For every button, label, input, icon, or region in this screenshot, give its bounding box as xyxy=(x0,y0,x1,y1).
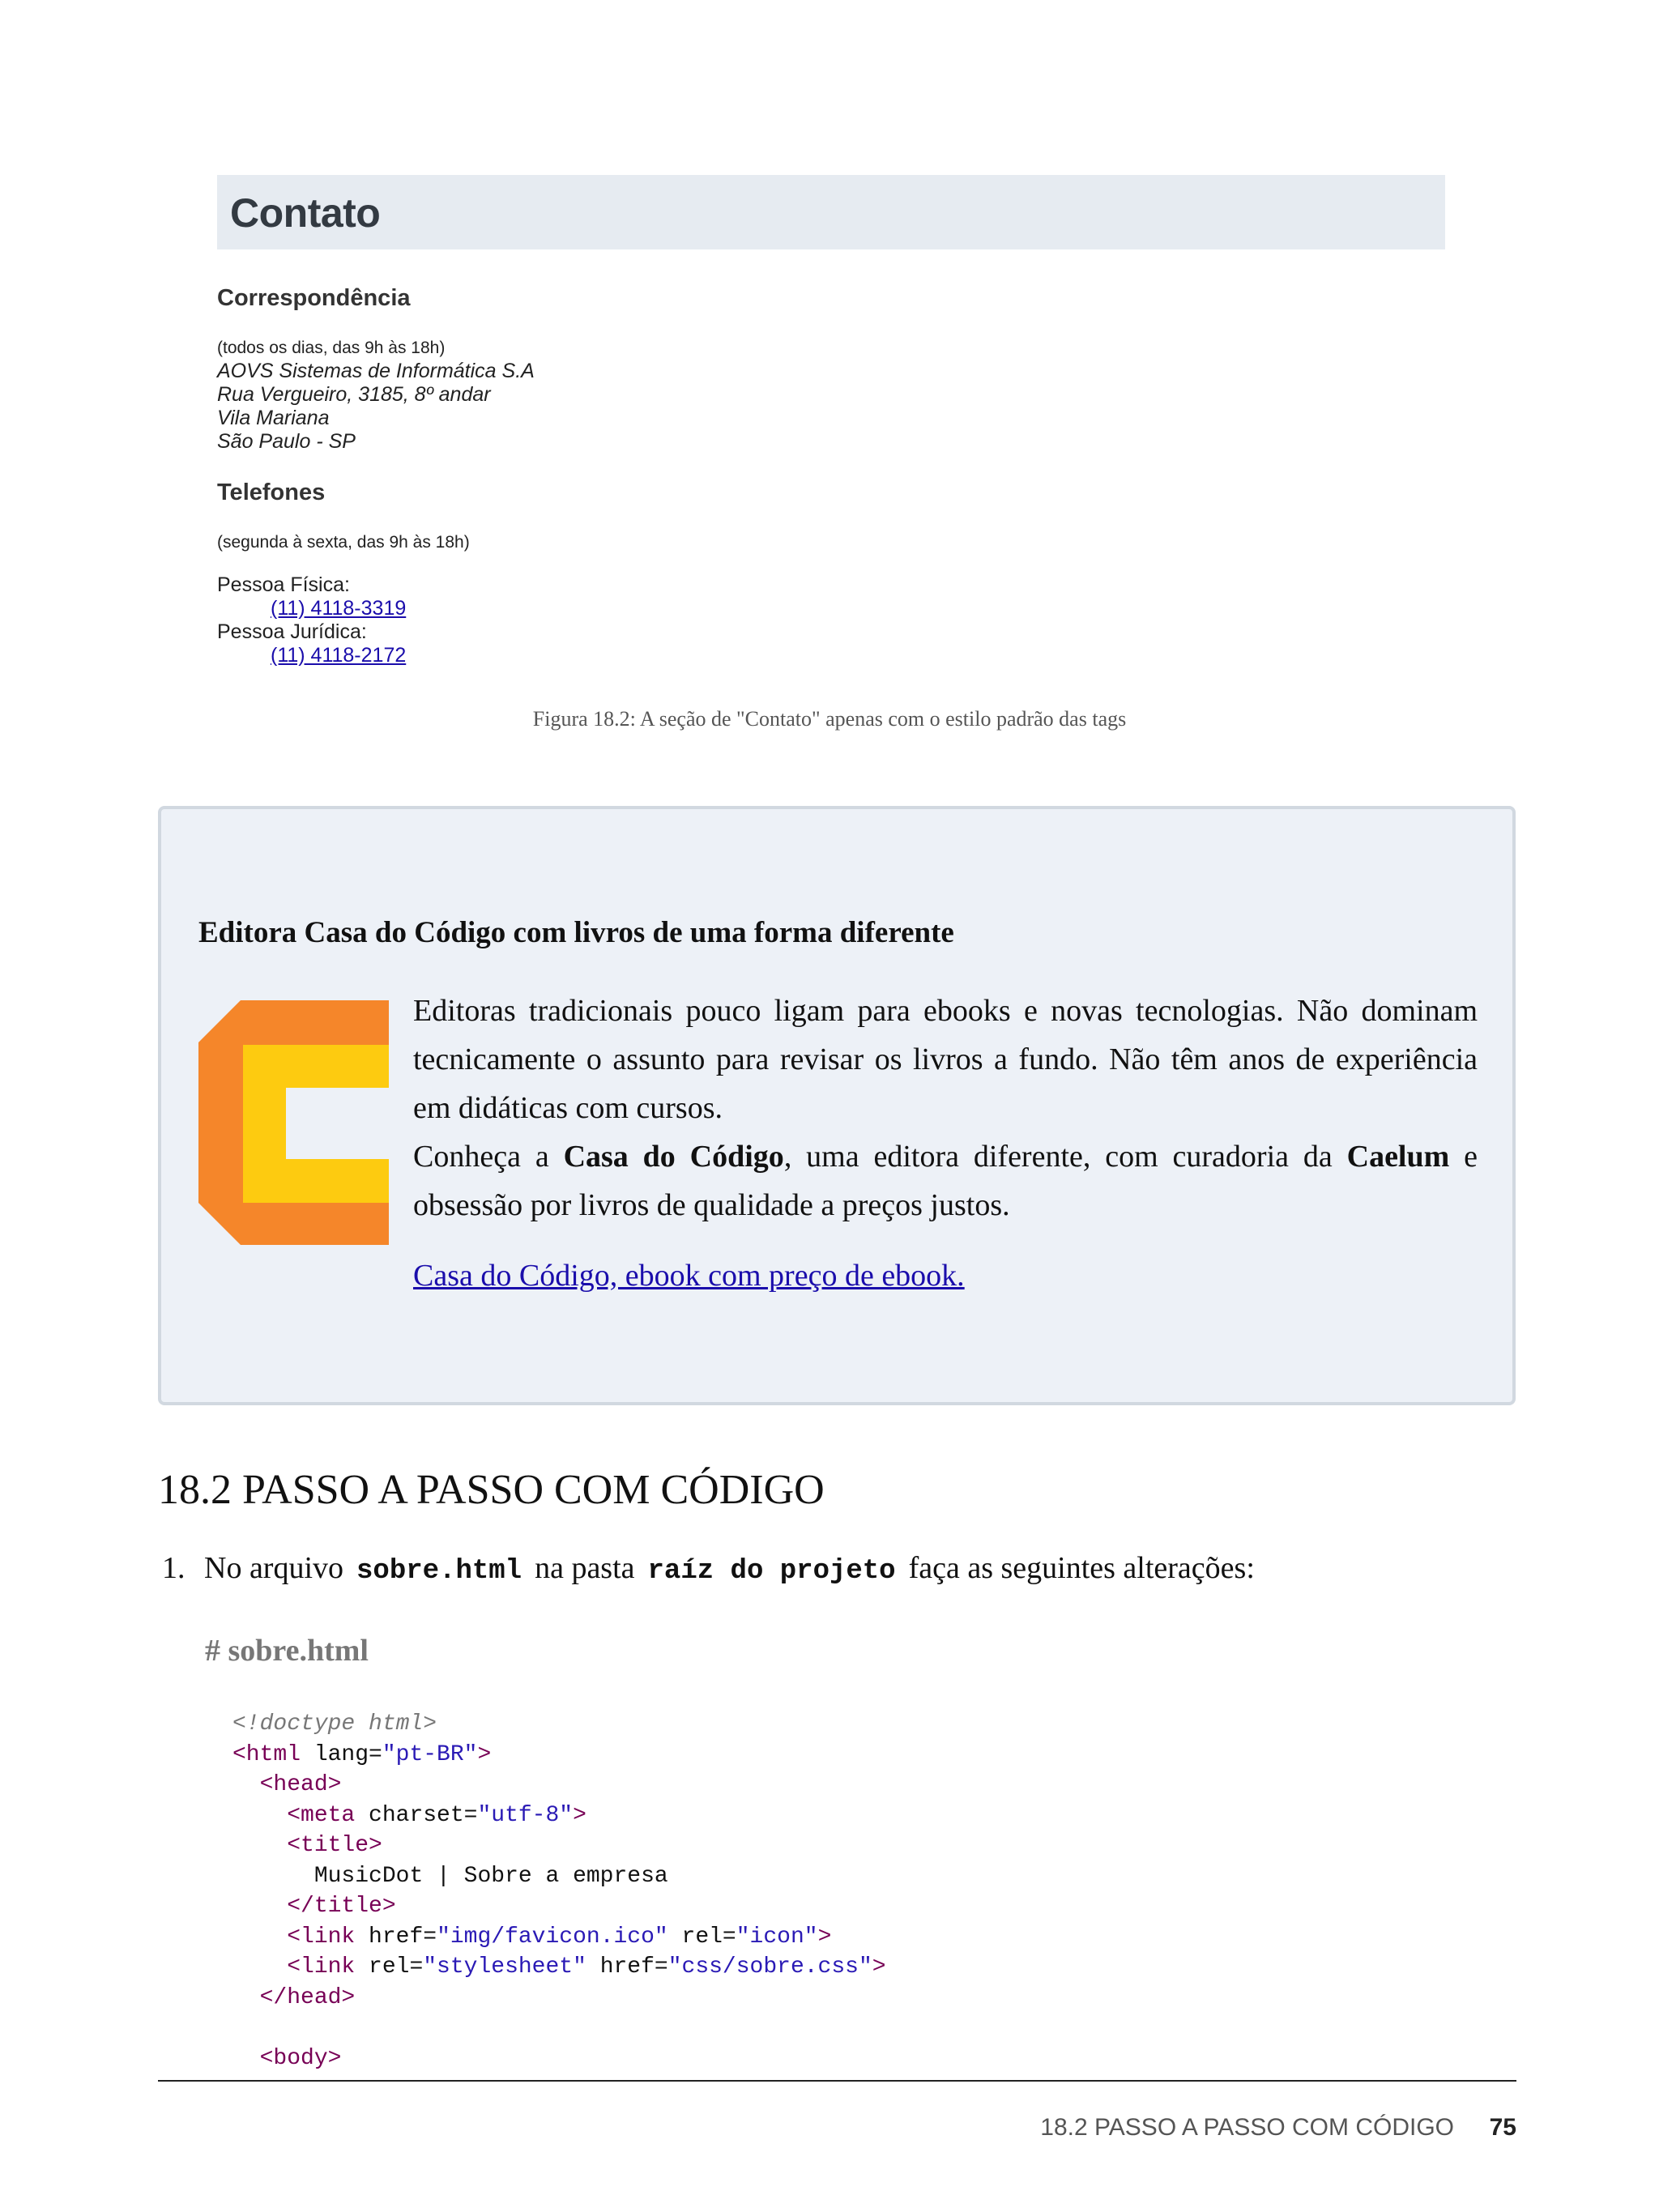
address-line: Vila Mariana xyxy=(217,407,330,429)
footer-rule xyxy=(158,2080,1516,2082)
figure-correspondence-title: Correspondência xyxy=(217,285,411,311)
step-text: faça as seguintes alterações: xyxy=(908,1551,1255,1585)
address-line: Rua Vergueiro, 3185, 8º andar xyxy=(217,383,491,406)
casa-do-codigo-logo-icon xyxy=(198,1000,389,1245)
step-text: na pasta xyxy=(535,1551,635,1585)
step-code-folder: raíz do projeto xyxy=(647,1556,896,1587)
ad-link[interactable]: Casa do Código, ebook com preço de ebook. xyxy=(413,1259,965,1293)
address-line: São Paulo - SP xyxy=(217,430,356,453)
phone-link-fisica[interactable]: (11) 4118-3319 xyxy=(271,597,407,620)
ad-paragraph: Conheça a Casa do Código, uma editora diferente, com curadoria da Caelum e obsessão por livros de qualidade a preços justos. xyxy=(413,1140,1478,1222)
figure-heading-bar xyxy=(217,175,1445,249)
step-item xyxy=(162,1550,1255,1587)
step-text: No arquivo xyxy=(204,1551,344,1585)
footer-running-title: 18.2 PASSO A PASSO COM CÓDIGO xyxy=(1040,2114,1454,2141)
address-line: AOVS Sistemas de Informática S.A xyxy=(217,360,535,382)
phone-label-fisica: Pessoa Física: xyxy=(217,573,350,596)
step-number: 1. xyxy=(162,1551,186,1585)
figure-phones-title: Telefones xyxy=(217,479,326,505)
ad-title: Editora Casa do Código com livros de uma forma diferente xyxy=(198,916,954,949)
figure-address xyxy=(217,360,535,454)
code-file-label: # sobre.html xyxy=(205,1634,369,1668)
ad-paragraph: Editoras tradicionais pouco ligam para ebooks e novas tecnologias. Não dominam tecnicamente o assunto para revisar os livros a fundo. Não têm anos de experiência em didáticas com cursos. xyxy=(413,994,1478,1125)
figure-phones-note: (segunda à sexta, das 9h às 18h) xyxy=(217,533,470,552)
ad-body xyxy=(413,987,1478,1230)
phone-link-juridica[interactable]: (11) 4118-2172 xyxy=(271,644,407,667)
step-code-file: sobre.html xyxy=(356,1556,522,1587)
phone-label-juridica: Pessoa Jurídica: xyxy=(217,620,367,643)
code-block: <!doctype html> <html lang="pt-BR"> <head> <meta charset="utf-8"> <title> MusicDot | Sobre a empresa </title> <link href="img/favicon.ico" rel="icon"> <link rel="stylesheet" href="css/sobre.css"> </head> <body> xyxy=(232,1711,886,2071)
ad-brand-caelum: Caelum xyxy=(1346,1140,1450,1174)
page-number: 75 xyxy=(1489,2114,1516,2141)
figure-caption: Figura 18.2: A seção de "Contato" apenas com o estilo padrão das tags xyxy=(532,707,1127,731)
ad-brand-casa: Casa do Código xyxy=(563,1140,784,1174)
figure-correspondence-note: (todos os dias, das 9h às 18h) xyxy=(217,339,446,357)
figure-heading: Contato xyxy=(230,190,381,236)
section-heading: 18.2 PASSO A PASSO COM CÓDIGO xyxy=(158,1467,825,1513)
figure-phone-list xyxy=(217,573,406,667)
